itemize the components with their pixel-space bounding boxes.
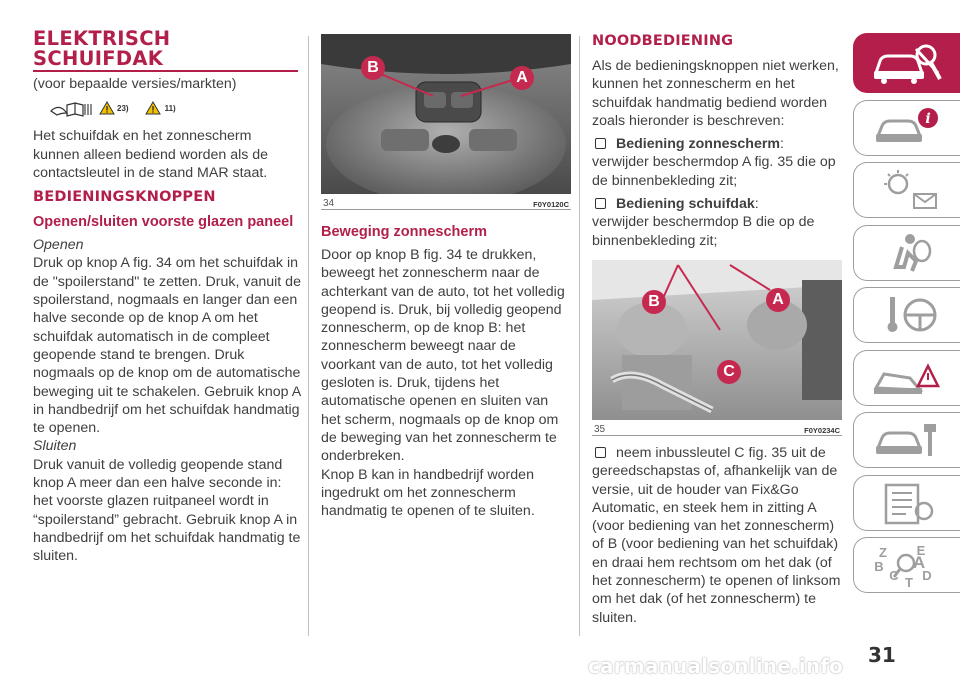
figure-34-code: F0Y0120C <box>533 200 569 209</box>
index-letter-c: C <box>889 567 899 583</box>
section-title-sunshade: Beweging zonnescherm <box>321 224 487 240</box>
svg-text:i: i <box>925 110 931 127</box>
tab-maintenance[interactable] <box>853 412 960 468</box>
tab-technical-data[interactable] <box>853 475 960 531</box>
warning-triangle-icon <box>99 101 115 115</box>
bullet-roof: Bediening schuifdak: <box>592 195 842 213</box>
tab-index[interactable] <box>853 537 960 593</box>
figure-35-label-c: C <box>717 360 741 384</box>
figure-35-label-a: A <box>766 288 790 312</box>
car-tools-icon <box>870 41 944 85</box>
index-letter-z: Z <box>879 544 887 560</box>
figure-35-label-b: B <box>642 290 666 314</box>
intro-text: Het schuifdak en het zonnescherm kunnen alleen bediend worden als de contactsleutel in de stand MAR staat. <box>33 128 269 181</box>
car-service-icon <box>870 418 944 462</box>
key-steering-icon <box>870 293 944 337</box>
figure-34-label-b: B <box>361 56 385 80</box>
chapter-tabs <box>853 33 960 600</box>
bullet-hex-key <box>592 444 842 627</box>
page-title-line1: ELEKTRISCH <box>33 27 171 50</box>
sluiten-text: Druk vanuit de volledig geopende stand knop A meer dan een halve seconde in: het voorste glazen ruitpaneel wordt in “spoilerstand” gebracht. Gebruik knop A in handbedrijf om het schuifdak handmatig te sluiten. <box>33 456 301 565</box>
caution-triangle-icon <box>145 101 161 115</box>
page-title-line2: SCHUIFDAK <box>33 47 164 70</box>
figure-35-image <box>592 260 842 420</box>
figure-34-caption <box>321 194 571 210</box>
airbag-person-icon <box>870 231 944 275</box>
figure-34-image <box>321 34 571 194</box>
checkbox-bullet-icon <box>595 198 606 209</box>
tab-safety[interactable] <box>853 225 960 281</box>
index-letter-e: E <box>916 542 926 558</box>
bullet-sunshade: Bediening zonnescherm: <box>592 135 842 153</box>
watermark-text: carmanualsonline.info <box>588 654 844 678</box>
column-1 <box>33 28 301 566</box>
column-divider-1 <box>308 36 309 636</box>
bullet-hex-key-text: neem inbussleutel C fig. 35 uit de gereedschapstas of, afhankelijk van de versie, uit de houder van Fix&Go Automatic, en steek hem in zitting A (voor bediening van het zonnescherm) of B (voor bediening van het schuifdak) en draai hem rechtsom om het dak (of het zonnescherm) te openen of linksom om het dak (of het zonnescherm) te sluiten. <box>592 444 841 626</box>
figure-35-code: F0Y0234C <box>804 425 840 435</box>
index-letter-a: A <box>912 553 926 572</box>
roof-console-illustration <box>321 34 571 194</box>
sunshade-text-1: Door op knop B fig. 34 te drukken, beweegt het zonnescherm naar de achterkant van de auto, tot het volledig geopend is. Druk, bij volledig geopend zonnescherm, op de knop B: het zonnescherm beweegt naar de voorkant van de auto, tot het volledig gesloten is. Druk, tijdens het automatische openen en sluiten van het scherm, nogmaals op de knop om de beweging van het zonnescherm te onderbreken. <box>321 247 565 465</box>
checkbox-bullet-icon <box>595 138 606 149</box>
index-letter-t: T <box>905 574 913 590</box>
figure-35-caption <box>592 420 842 436</box>
figure-35-number: 35 <box>594 423 606 435</box>
section-title-controls: BEDIENINGSKNOPPEN <box>33 189 216 206</box>
lights-warning-icon <box>870 168 944 212</box>
bullet-roof-bold: Bediening schuifdak <box>616 196 755 213</box>
warning-refs <box>49 97 301 119</box>
car-emergency-icon <box>870 356 944 400</box>
column-3 <box>592 28 842 627</box>
figure-34-label-a: A <box>510 66 534 90</box>
subsection-title: Openen/sluiten voorste glazen paneel <box>33 214 294 231</box>
car-info-icon <box>870 106 944 150</box>
column-2 <box>321 34 571 520</box>
book-hand-icon <box>49 99 95 117</box>
index-letter-d: D <box>922 567 932 583</box>
spec-list-icon <box>870 481 944 525</box>
page-subtitle: (voor bepaalde versies/markten) <box>33 76 237 92</box>
title-rule <box>33 70 298 72</box>
page-number: 31 <box>868 643 896 667</box>
tab-getting-to-know[interactable] <box>853 100 960 156</box>
column-divider-2 <box>579 36 580 636</box>
bullet-sunshade-bold: Bediening zonnescherm <box>616 136 780 153</box>
emergency-intro: Als de bedieningsknoppen niet werken, kunnen het zonnescherm en het schuifdak handmatig bediend worden zoals hieronder is beschreven: <box>592 58 839 129</box>
section-title-emergency: NOODBEDIENING <box>592 33 734 49</box>
tab-warning-lights[interactable] <box>853 162 960 218</box>
bullet-roof-text: verwijder beschermdop B die op de binnenbekleding zit; <box>592 214 815 249</box>
index-letter-b: B <box>874 558 884 574</box>
tab-starting-driving[interactable] <box>853 287 960 343</box>
sunshade-text-2: Knop B kan in handbedrijf worden ingedrukt om het zonnescherm handmatig te openen of te sluiten. <box>321 466 535 520</box>
openen-label: Openen <box>33 237 84 254</box>
tab-dashboard-controls[interactable] <box>853 33 960 93</box>
sluiten-label: Sluiten <box>33 438 77 455</box>
bullet-sunshade-text: verwijder beschermdop A fig. 35 die op de binnenbekleding zit; <box>592 154 836 189</box>
tab-in-emergency[interactable] <box>853 350 960 406</box>
openen-text: Druk op knop A fig. 34 om het schuifdak in de "spoilerstand" te zetten. Druk, vanuit de spoilerstand, nogmaals en langer dan een halve seconde op de knop A om het schuifdak automatisch in de compleet geopende stand te brengen. Druk nogmaals op de knop om de automatische beweging uit te schakelen. Gebruik knop A in handbedrijf om het schuifdak handmatig te openen. <box>33 255 301 437</box>
caution-ref-11: 11) <box>164 103 176 113</box>
figure-34-number: 34 <box>323 198 335 209</box>
warning-ref-23: 23) <box>117 103 129 113</box>
roof-interior-illustration <box>592 260 842 420</box>
